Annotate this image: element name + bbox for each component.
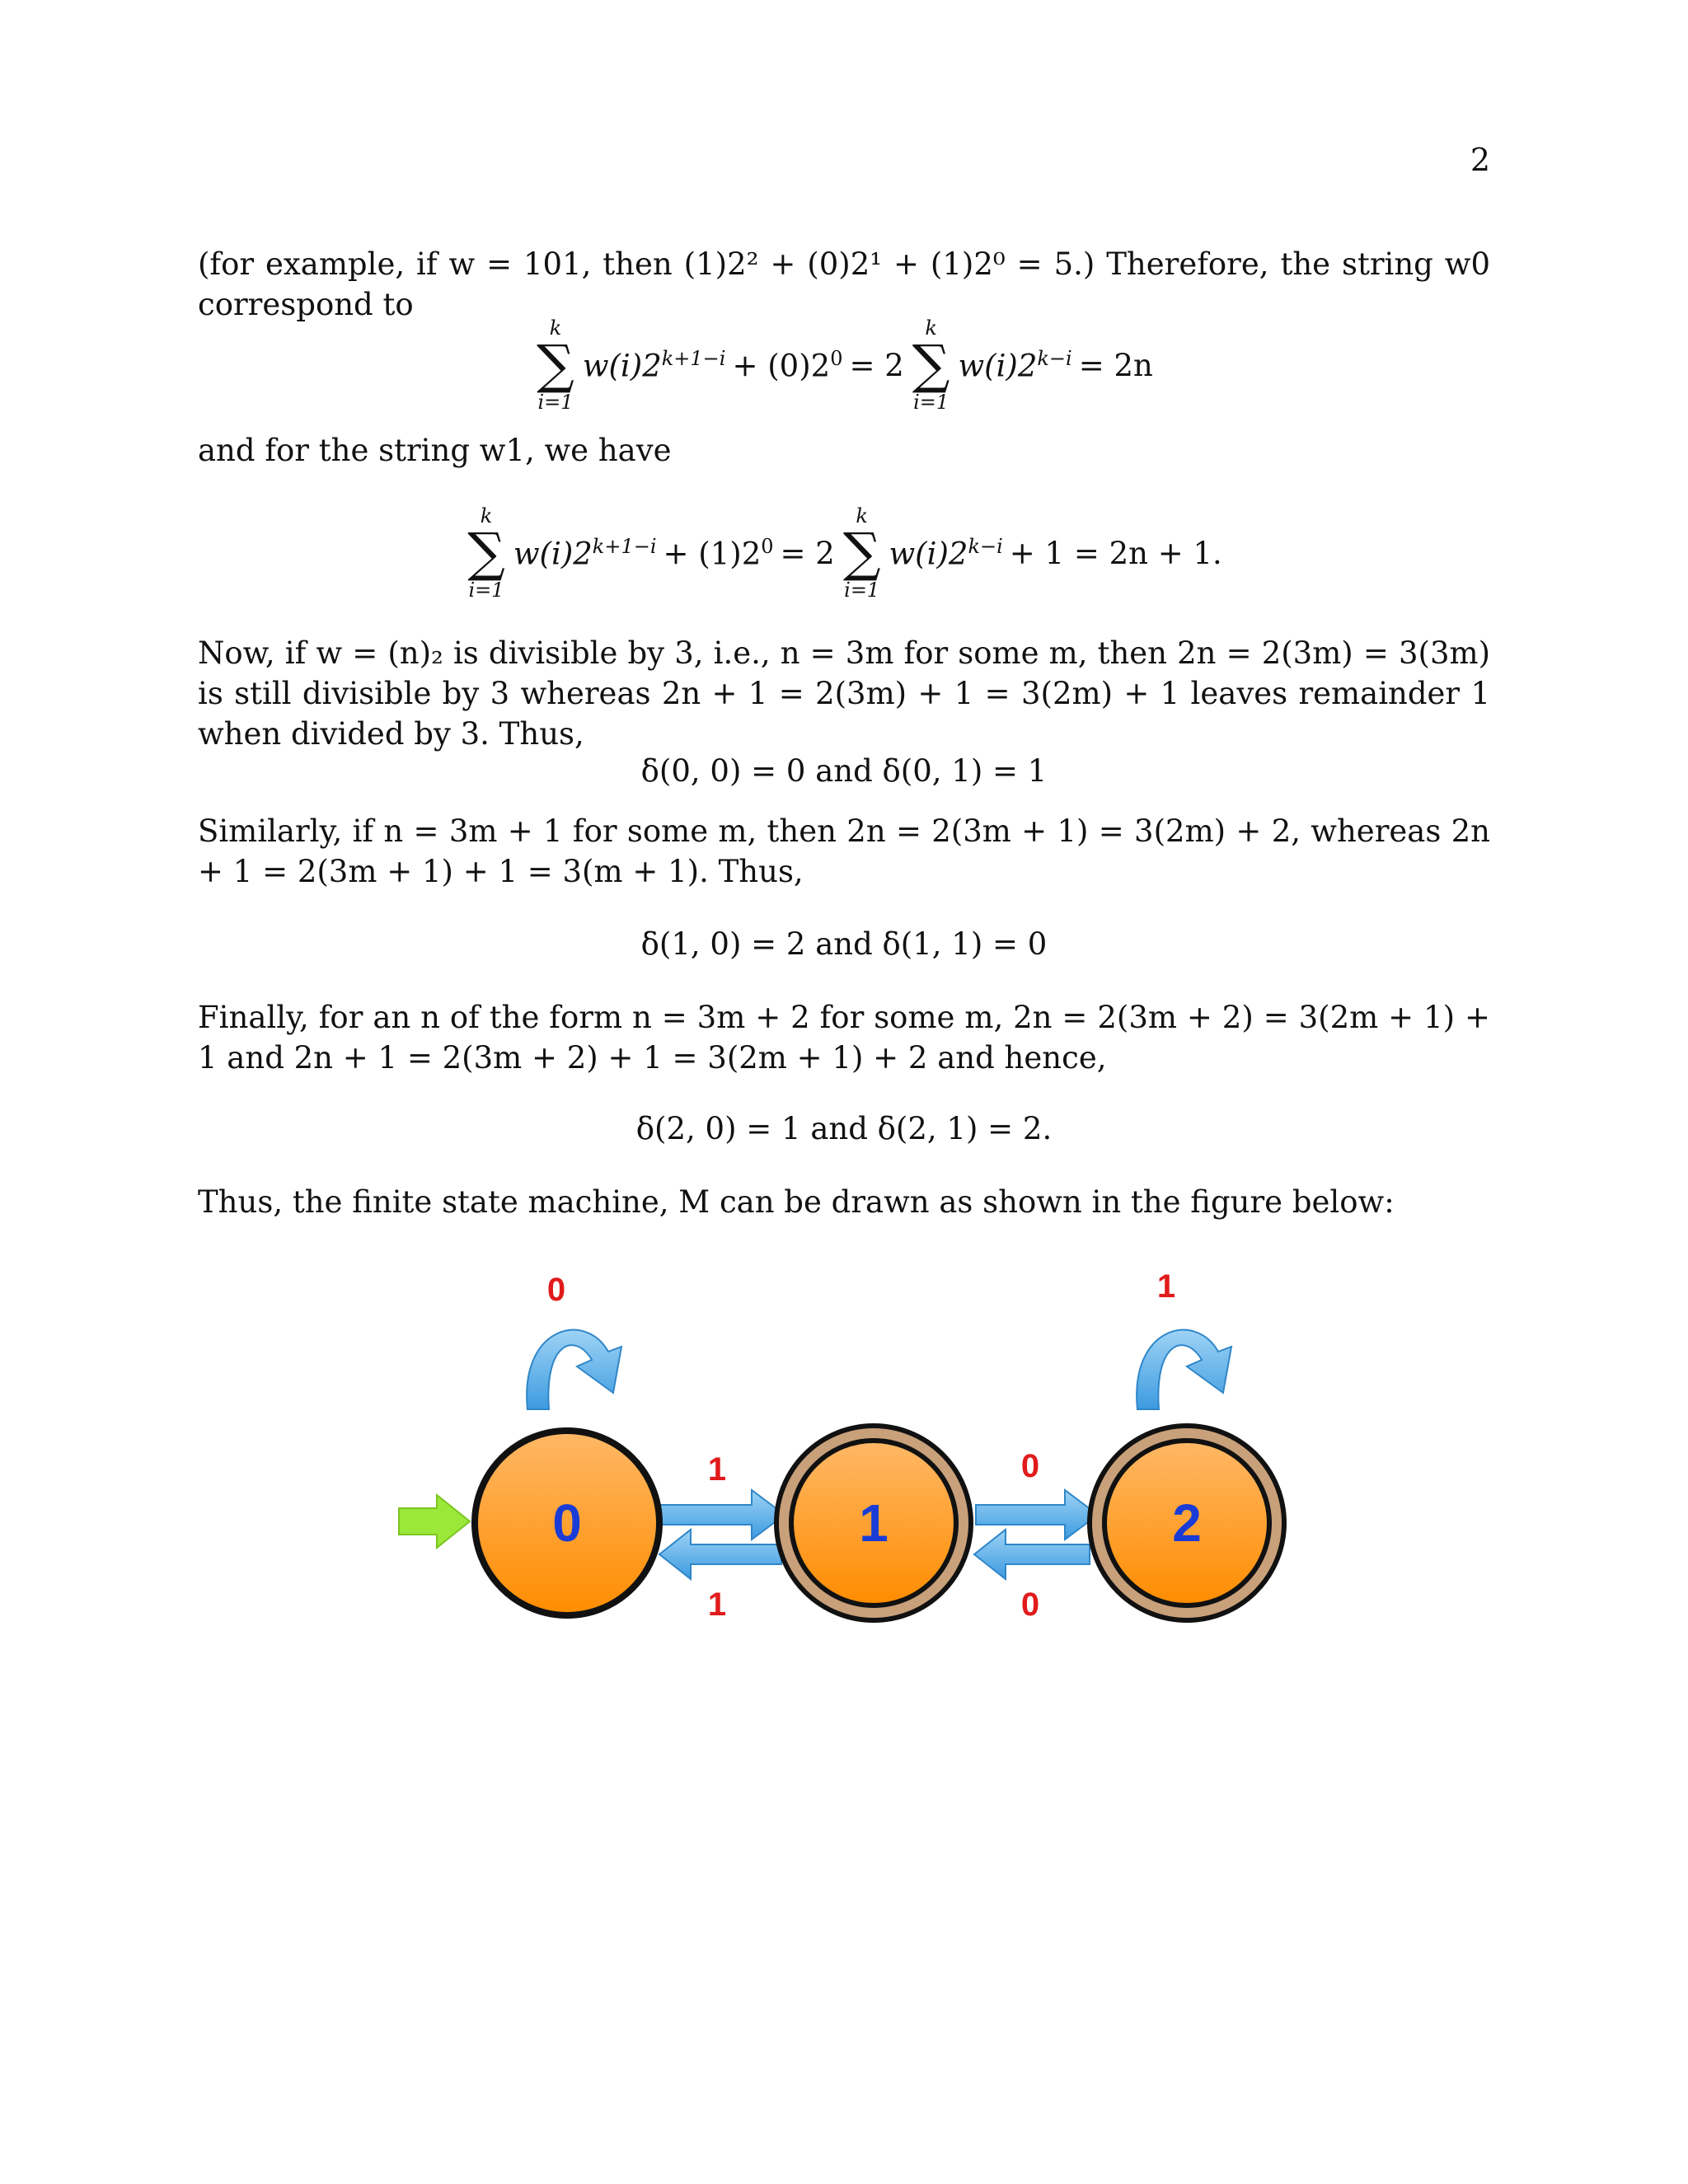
state-2 bbox=[1090, 1426, 1284, 1620]
equation-delta-1: δ(1, 0) = 2 and δ(1, 1) = 0 bbox=[640, 926, 1048, 962]
self-loop-arrow-state-2 bbox=[1137, 1330, 1231, 1409]
state-label-2: 2 bbox=[1172, 1493, 1202, 1553]
equation-w1: k ∑ i=1 $w(i)2^{k+1-i}$ + $(1)2^0$ = 2 k ∑ i=1 $w(i)2^{k-i}$ + 1 = 2n + 1. bbox=[467, 504, 1222, 602]
page-number: 2 bbox=[1470, 142, 1490, 178]
transition-arrow-2-to-1 bbox=[974, 1530, 1090, 1579]
equation-w0: k ∑ i=1 $w(i)2^{k+1-i}$ + $(0)2^0$ = 2 k ∑ i=1 $w(i)2^{k-i}$ = 2n bbox=[537, 316, 1153, 414]
paragraph-finally: Finally, for an n of the form n = 3m + 2 for some m, 2n = 2(3m + 2) = 3(2m + 1) + 1 and 2n + 1 = 2(3m + 2) + 1 = 3(2m + 1) + 2 and hence, bbox=[198, 1000, 1490, 1076]
transition-arrow-1-to-0 bbox=[659, 1530, 781, 1579]
start-arrow bbox=[399, 1495, 470, 1548]
summation-symbol: k ∑ i=1 bbox=[842, 504, 881, 602]
paragraph-divisible: Now, if w = (n)₂ is divisible by 3, i.e., n = 3m for some m, then 2n = 2(3m) = 3(3m) is still divisible by 3 whereas 2n + 1 = 2(3m) + 1 = 3(2m) + 1 leaves remainder 1 when divided by 3. Thus, bbox=[198, 635, 1490, 752]
summation-symbol: k ∑ i=1 bbox=[467, 504, 505, 602]
transition-label-0-to-1: 1 bbox=[707, 1451, 727, 1488]
state-0 bbox=[475, 1431, 659, 1615]
transition-label-1-to-2: 0 bbox=[1020, 1448, 1040, 1484]
self-loop-label-state-2: 1 bbox=[1156, 1268, 1176, 1305]
transition-arrow-1-to-2 bbox=[976, 1490, 1098, 1540]
paragraph-similarly: Similarly, if n = 3m + 1 for some m, then 2n = 2(3m + 1) = 3(2m) + 2, whereas 2n + 1 = 2(3m + 1) + 1 = 3(m + 1). Thus, bbox=[198, 813, 1490, 889]
equation-delta-0: δ(0, 0) = 0 and δ(0, 1) = 1 bbox=[640, 753, 1048, 789]
paragraph-figure-intro: Thus, the finite state machine, M can be drawn as shown in the figure below: bbox=[198, 1184, 1395, 1220]
finite-state-machine-diagram bbox=[379, 1261, 1302, 1624]
summation-symbol: k ∑ i=1 bbox=[537, 316, 574, 414]
summation-symbol: k ∑ i=1 bbox=[912, 316, 950, 414]
state-label-1: 1 bbox=[859, 1493, 889, 1553]
transition-label-1-to-0: 1 bbox=[707, 1586, 727, 1623]
state-label-0: 0 bbox=[552, 1493, 582, 1553]
transition-label-2-to-1: 0 bbox=[1020, 1586, 1040, 1623]
equation-delta-2: δ(2, 0) = 1 and δ(2, 1) = 2. bbox=[635, 1111, 1053, 1146]
self-loop-arrow-state-0 bbox=[527, 1330, 621, 1409]
state-1 bbox=[776, 1426, 971, 1620]
transition-arrow-0-to-1 bbox=[659, 1490, 785, 1540]
self-loop-label-state-0: 0 bbox=[546, 1272, 566, 1308]
paragraph-example: (for example, if w = 101, then (1)2² + (0)2¹ + (1)2⁰ = 5.) Therefore, the string w0 correspond to bbox=[198, 246, 1490, 322]
paragraph-w1: and for the string w1, we have bbox=[198, 433, 672, 468]
